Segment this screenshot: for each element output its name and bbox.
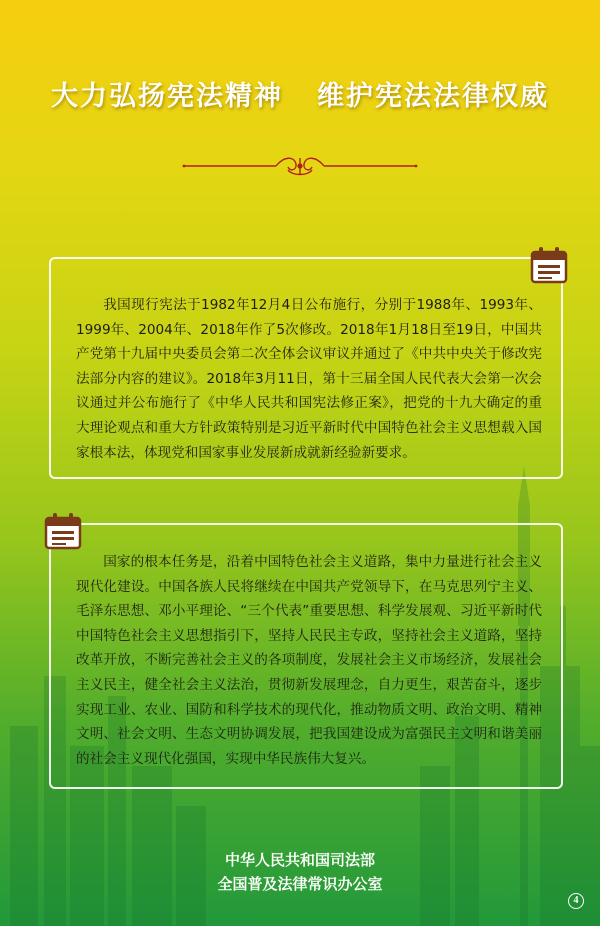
title-part-1: 大力弘扬宪法精神 xyxy=(51,81,283,112)
footer-publisher xyxy=(0,848,600,896)
page-title xyxy=(0,74,600,113)
footer-line-1: 中华人民共和国司法部 xyxy=(224,851,375,869)
section-1-text: 我国现行宪法于1982年12月4日公布施行，分别于1988年、1993年、1999年、2004年、2018年作了5次修改。2018年1月18日至19日，中国共产党第十九届中央委员会第二次全体会议审议并通过了《中共中央关于修改宪法部分内容的建议》。2018年3月11日，第十三届全国人民代表大会第一次会议通过并公布施行了《中华人民共和国宪法修正案》，把党的十九大确定的重大理论观点和重大方针政策特别是习近平新时代中国特色社会主义思想载入国家根本法，体现党和国家事业发展新成就新经验新要求。 xyxy=(76,297,542,461)
section-2-text: 国家的根本任务是，沿着中国特色社会主义道路，集中力量进行社会主义现代化建设。中国各族人民将继续在中国共产党领导下，在马克思列宁主义、毛泽东思想、邓小平理论、“三个代表”重要思想、科学发展观、习近平新时代中国特色社会主义思想指引下，坚持人民民主专政，坚持社会主义道路，坚持改革开放，不断完善社会主义的各项制度，发展社会主义市场经济，发展社会主义民主，健全社会主义法治，贯彻新发展理念，自力更生，艰苦奋斗，逐步实现工业、农业、国防和科学技术的现代化，推动物质文明、政治文明、精神文明、社会文明、生态文明协调发展，把我国建设成为富强民主文明和谐美丽的社会主义现代化强国，实现中华民族伟大复兴。 xyxy=(76,554,542,767)
page-number: 4 xyxy=(568,893,584,909)
section-panel-2 xyxy=(49,523,563,789)
calendar-icon xyxy=(43,511,83,551)
ornament-divider xyxy=(180,152,420,180)
calendar-icon xyxy=(529,245,569,285)
section-panel-1 xyxy=(49,257,563,479)
title-part-2: 维护宪法法律权威 xyxy=(317,81,549,112)
footer-line-2: 全国普及法律常识办公室 xyxy=(217,875,383,893)
